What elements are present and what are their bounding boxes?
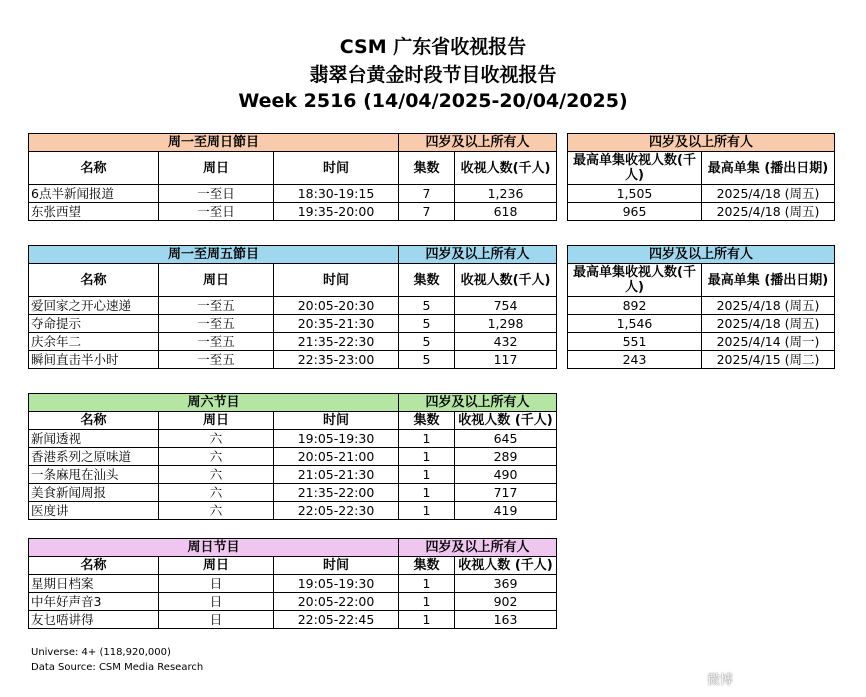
peak-date: 2025/4/15 (周二)	[702, 351, 835, 369]
program-viewers: 289	[455, 448, 557, 466]
program-episodes: 5	[399, 351, 455, 369]
table-mon-fri	[28, 245, 557, 369]
col-episodes: 集数	[399, 264, 455, 297]
program-name: 星期日档案	[29, 575, 159, 593]
weibo-watermark: 微博	[707, 673, 734, 688]
program-viewers: 419	[455, 502, 557, 520]
program-viewers: 618	[455, 203, 557, 221]
program-day: 一至日	[159, 203, 274, 221]
col-name: 名称	[29, 264, 159, 297]
program-viewers: 117	[455, 351, 557, 369]
col-day: 周日	[159, 557, 274, 575]
col-peak-viewers: 最高单集收视人数(千人)	[568, 152, 702, 185]
col-episodes: 集数	[399, 412, 455, 430]
program-time: 21:35-22:00	[274, 484, 399, 502]
col-viewers: 收视人数 (千人)	[455, 412, 557, 430]
col-viewers: 收视人数(千人)	[455, 264, 557, 297]
program-viewers: 432	[455, 333, 557, 351]
program-viewers: 717	[455, 484, 557, 502]
table-row	[29, 297, 557, 315]
program-viewers: 1,298	[455, 315, 557, 333]
table-row	[29, 575, 557, 593]
program-episodes: 1	[399, 448, 455, 466]
table-row	[29, 502, 557, 520]
table-row	[29, 351, 557, 369]
table-row	[568, 333, 835, 351]
program-episodes: 7	[399, 185, 455, 203]
table-row	[29, 203, 557, 221]
program-episodes: 5	[399, 315, 455, 333]
program-episodes: 5	[399, 297, 455, 315]
program-viewers: 645	[455, 430, 557, 448]
col-viewers: 收视人数(千人)	[455, 152, 557, 185]
program-viewers: 369	[455, 575, 557, 593]
table-row	[29, 448, 557, 466]
data-source-note: Data Source: CSM Media Research	[31, 662, 204, 673]
col-peak-viewers: 最高单集收视人数(千人)	[568, 264, 702, 297]
program-day: 六	[159, 466, 274, 484]
program-name: 6点半新闻报道	[29, 185, 159, 203]
program-time: 20:05-21:00	[274, 448, 399, 466]
program-episodes: 1	[399, 611, 455, 629]
table-row	[568, 351, 835, 369]
band-audience: 四岁及以上所有人	[399, 539, 557, 557]
program-time: 18:30-19:15	[274, 185, 399, 203]
program-episodes: 5	[399, 333, 455, 351]
table-mon-sun-peak	[567, 133, 835, 221]
report-week: Week 2516 (14/04/2025-20/04/2025)	[238, 90, 628, 112]
program-name: 中年好声音3	[29, 593, 159, 611]
table-row	[568, 297, 835, 315]
peak-viewers: 965	[568, 203, 702, 221]
program-day: 六	[159, 448, 274, 466]
program-episodes: 1	[399, 430, 455, 448]
col-name: 名称	[29, 152, 159, 185]
col-peak-date: 最高单集 (播出日期)	[702, 264, 835, 297]
program-day: 一至五	[159, 315, 274, 333]
program-day: 一至五	[159, 333, 274, 351]
peak-date: 2025/4/18 (周五)	[702, 203, 835, 221]
program-viewers: 163	[455, 611, 557, 629]
program-episodes: 1	[399, 466, 455, 484]
program-name: 美食新闻周报	[29, 484, 159, 502]
report-title: CSM 广东省收视报告	[339, 36, 527, 58]
band-peak-audience: 四岁及以上所有人	[568, 246, 835, 264]
program-name: 庆余年二	[29, 333, 159, 351]
band-saturday: 周六节目	[29, 394, 399, 412]
peak-viewers: 1,546	[568, 315, 702, 333]
program-day: 日	[159, 593, 274, 611]
table-row	[29, 611, 557, 629]
program-episodes: 7	[399, 203, 455, 221]
program-episodes: 1	[399, 484, 455, 502]
peak-date: 2025/4/18 (周五)	[702, 297, 835, 315]
col-day: 周日	[159, 152, 274, 185]
program-time: 21:05-21:30	[274, 466, 399, 484]
universe-note: Universe: 4+ (118,920,000)	[31, 647, 171, 658]
program-name: 新闻透视	[29, 430, 159, 448]
program-time: 20:35-21:30	[274, 315, 399, 333]
peak-date: 2025/4/18 (周五)	[702, 315, 835, 333]
peak-viewers: 892	[568, 297, 702, 315]
table-mon-fri-peak	[567, 245, 835, 369]
program-viewers: 902	[455, 593, 557, 611]
table-row	[29, 333, 557, 351]
program-name: 瞬间直击半小时	[29, 351, 159, 369]
table-sunday	[28, 538, 557, 629]
table-row	[29, 466, 557, 484]
program-episodes: 1	[399, 575, 455, 593]
band-audience: 四岁及以上所有人	[399, 134, 557, 152]
program-name: 东张西望	[29, 203, 159, 221]
program-name: 一条麻甩在汕头	[29, 466, 159, 484]
col-day: 周日	[159, 264, 274, 297]
program-name: 医度讲	[29, 502, 159, 520]
table-row	[29, 593, 557, 611]
peak-viewers: 1,505	[568, 185, 702, 203]
col-time: 时间	[274, 152, 399, 185]
col-name: 名称	[29, 412, 159, 430]
program-day: 日	[159, 575, 274, 593]
table-row	[29, 430, 557, 448]
col-name: 名称	[29, 557, 159, 575]
peak-viewers: 551	[568, 333, 702, 351]
program-time: 22:05-22:45	[274, 611, 399, 629]
program-name: 爱回家之开心速递	[29, 297, 159, 315]
program-day: 六	[159, 484, 274, 502]
program-viewers: 754	[455, 297, 557, 315]
table-row	[568, 185, 835, 203]
program-day: 一至五	[159, 297, 274, 315]
col-episodes: 集数	[399, 557, 455, 575]
program-episodes: 1	[399, 502, 455, 520]
col-episodes: 集数	[399, 152, 455, 185]
col-day: 周日	[159, 412, 274, 430]
table-row	[568, 315, 835, 333]
col-time: 时间	[274, 264, 399, 297]
band-peak-audience: 四岁及以上所有人	[568, 134, 835, 152]
band-mon-sun: 周一至周日節目	[29, 134, 399, 152]
col-time: 时间	[274, 412, 399, 430]
program-day: 一至五	[159, 351, 274, 369]
band-audience: 四岁及以上所有人	[399, 246, 557, 264]
program-name: 香港系列之原味道	[29, 448, 159, 466]
program-episodes: 1	[399, 593, 455, 611]
table-saturday	[28, 393, 557, 520]
peak-date: 2025/4/14 (周一)	[702, 333, 835, 351]
program-time: 20:05-20:30	[274, 297, 399, 315]
program-name: 夺命提示	[29, 315, 159, 333]
program-day: 日	[159, 611, 274, 629]
program-time: 22:05-22:30	[274, 502, 399, 520]
col-peak-date: 最高单集 (播出日期)	[702, 152, 835, 185]
peak-viewers: 243	[568, 351, 702, 369]
report-subtitle: 翡翠台黄金时段节目收视报告	[309, 64, 557, 86]
program-viewers: 490	[455, 466, 557, 484]
program-day: 六	[159, 502, 274, 520]
program-viewers: 1,236	[455, 185, 557, 203]
program-day: 一至日	[159, 185, 274, 203]
program-time: 19:05-19:30	[274, 430, 399, 448]
col-time: 时间	[274, 557, 399, 575]
program-time: 19:35-20:00	[274, 203, 399, 221]
table-mon-sun	[28, 133, 557, 221]
table-row	[568, 203, 835, 221]
table-row	[29, 185, 557, 203]
band-sunday: 周日节目	[29, 539, 399, 557]
program-name: 友乜唔讲得	[29, 611, 159, 629]
band-mon-fri: 周一至周五節目	[29, 246, 399, 264]
table-row	[29, 315, 557, 333]
band-audience: 四岁及以上所有人	[399, 394, 557, 412]
program-time: 22:35-23:00	[274, 351, 399, 369]
col-viewers: 收视人数 (千人)	[455, 557, 557, 575]
table-row	[29, 484, 557, 502]
program-day: 六	[159, 430, 274, 448]
program-time: 21:35-22:30	[274, 333, 399, 351]
program-time: 20:05-22:00	[274, 593, 399, 611]
peak-date: 2025/4/18 (周五)	[702, 185, 835, 203]
program-time: 19:05-19:30	[274, 575, 399, 593]
